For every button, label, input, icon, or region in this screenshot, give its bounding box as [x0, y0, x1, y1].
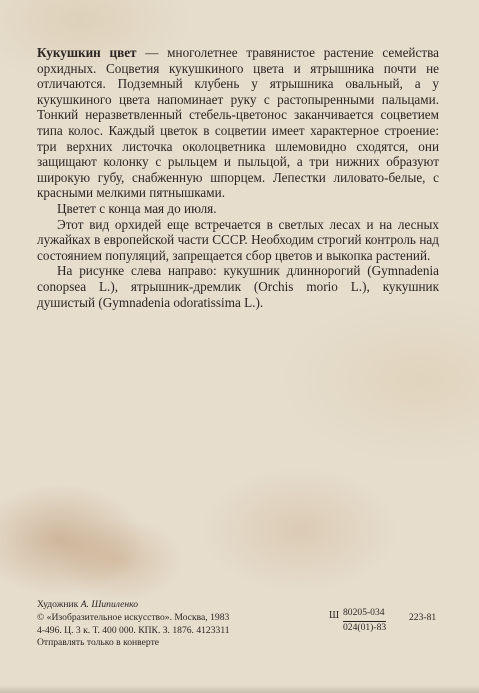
- article-text: [37, 45, 439, 310]
- code-numerator: 80205-034: [343, 607, 386, 622]
- code-suffix: 223-81: [409, 612, 437, 623]
- code-fraction: [343, 607, 386, 635]
- artist-name: А. Шипиленко: [80, 599, 139, 610]
- code-denominator: 024(01)-83: [343, 621, 387, 633]
- imprint: [37, 599, 230, 650]
- paragraph-1-text: — многолетнее травянистое растение семейства орхидных. Соцветия кукушкиного цвета и ятрышника почти не отличаются. Подземный клубень у ятрышника овальный, а у кукушкиного цвета напоминает руку с растопыренными пальцами. Тонкий неразветвленный стебель-цветонос заканчивается соцветием типа колос. Каждый цветок в соцветии имеет характерное строение: три верхних листочка околоцветника шлемовидно сходятся, они защищают колонку с рыльцем и пыльцой, а три нижних образуют широкую губу, снабженную шпорцем. Лепестки лиловато-белые, с красными мелкими пятнышками.: [37, 45, 439, 201]
- artist-label: Художник: [37, 599, 79, 610]
- paragraph-4: На рисунке слева направо: кукушник длиннорогий (Gymnadenia conopsea L.), ятрышник-дремлик (Orchis morio L.), кукушник душистый (Gymnadenia odoratissima L.).: [37, 263, 439, 310]
- artist-line: [37, 599, 230, 612]
- mailing-note: Отправлять только в конверте: [37, 637, 160, 649]
- paragraph-2: Цветет с конца мая до июля.: [57, 200, 217, 216]
- article-title: Кукушкин цвет: [37, 45, 137, 60]
- paragraph-intro: [37, 45, 439, 201]
- code-letter: Ш: [329, 610, 340, 621]
- paragraph-3: Этот вид орхидей еще встречается в светлых лесах и на лесных лужайках в европейской части СССР. Необходим строгий контроль над состоянием популяций, запрещается сбор цветов и выкопка растений.: [37, 216, 439, 263]
- publisher-line: © «Изобразительное искусство». Москва, 1983: [37, 611, 230, 623]
- print-info-line: 4-496. Ц. 3 к. Т. 400 000. КПК. З. 1876. 4123311: [37, 624, 230, 636]
